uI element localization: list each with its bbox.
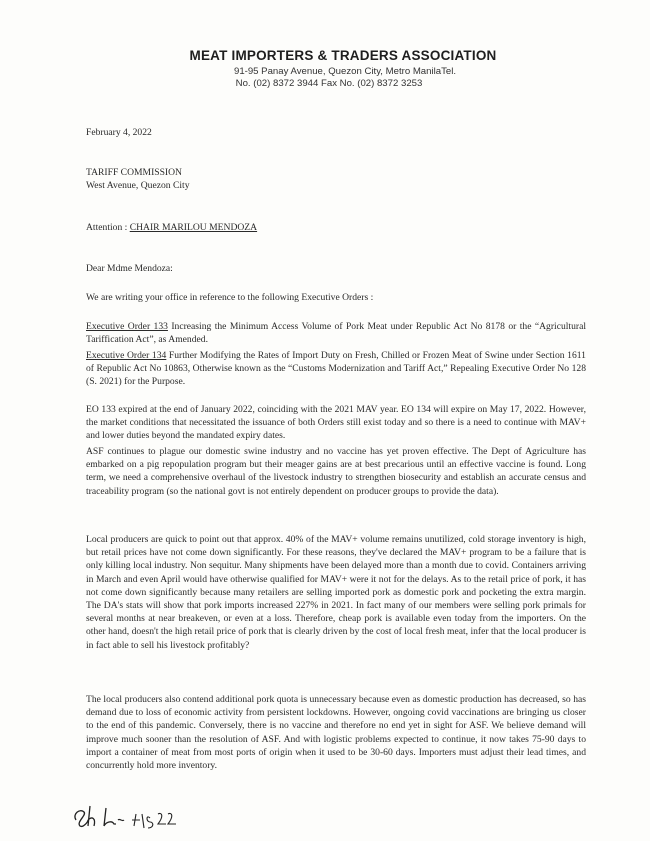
- body-paragraph: ASF continues to plague our domestic swine industry and no vaccine has yet proven effective. The Dept of Agriculture has embarked on a pig repopulation program but their meager gains are at best precarious until an effective vaccine is found. Long term, we need a comprehensive overhaul of the livestock industry to strengthen biosecurity and establish an accurate census and traceability program (so the national govt is not entirely dependent on producer groups to provide the data).: [86, 446, 586, 497]
- order-description: Increasing the Minimum Access Volume of Pork Meat under Republic Act No 8178 or the “Agricultural Tariffication Act”, as Amended.: [86, 321, 587, 346]
- order-reference: Executive Order 133: [86, 321, 168, 332]
- recipient-block: [86, 166, 586, 192]
- organization-address: 91-95 Panay Avenue, Quezon City, Metro ManilaTel.: [233, 66, 457, 77]
- order-description: Further Modifying the Rates of Import Duty on Fresh, Chilled or Frozen Meat of Swine under Section 1611 of Republic Act No 10863, Otherwise known as the “Customs Modernization and Tariff Act,” Repealing Executive Order No 128 (S. 2021) for the Purpose.: [86, 350, 586, 388]
- attention-line: [86, 221, 586, 234]
- salutation: Dear Mdme Mendoza:: [86, 263, 173, 274]
- handwritten-signature: [70, 800, 190, 832]
- body-paragraph: Local producers are quick to point out that approx. 40% of the MAV+ volume remains unutilized, cold storage inventory is high, but retail prices have not come down significantly. For these reasons, they've declared the MAV+ program to be a failure that is only killing local industry. Non sequitur. Many shipments have been delayed more than a month due to covid. Containers arriving in March and even April would have otherwise qualified for MAV+ were it not for the delays. As to the retail price of pork, it has not come down significantly because many retailers are selling imported pork as domestic pork and pocketing the extra margin. The DA's stats will show that pork imports increased 227% in 2021. In fact many of our members were selling pork primals for several months at near breakeven, or even at a loss. Therefore, cheap pork is available even today from the importers. On the other hand, doesn't the high retail price of pork that is clearly driven by the cost of local fresh meat, infer that the local producer is in fact able to sell his livestock profitably?: [86, 534, 586, 651]
- recipient-address: West Avenue, Quezon City: [86, 180, 190, 192]
- organization-name: MEAT IMPORTERS & TRADERS ASSOCIATION: [189, 48, 497, 63]
- recipient-name: TARIFF COMMISSION: [86, 167, 182, 178]
- letterhead: [0, 48, 650, 90]
- executive-order-133: [86, 320, 586, 346]
- attention-label: Attention :: [86, 222, 130, 233]
- letter-date: February 4, 2022: [86, 127, 152, 138]
- body-paragraph: The local producers also contend additional pork quota is unnecessary because even as domestic production has decreased, so has demand due to loss of economic activity from persistent lockdowns. However, ongoing covid vaccinations are bringing us closer to the end of this pandemic. Conversely, there is no vaccine and therefore no end yet in sight for ASF. We believe demand will improve much sooner than the resolution of ASF. And with logistic problems expected to continue, it now takes 75-90 days to import a container of meat from most ports of origin when it used to be 30-60 days. Importers must adjust their lead times, and concurrently hold more inventory.: [86, 694, 586, 772]
- order-reference: Executive Order 134: [86, 350, 167, 361]
- attention-name: CHAIR MARILOU MENDOZA: [129, 222, 258, 233]
- intro-paragraph: We are writing your office in reference to the following Executive Orders :: [86, 292, 374, 303]
- executive-order-134: [86, 349, 586, 389]
- body-paragraph: EO 133 expired at the end of January 2022, coinciding with the 2021 MAV year. EO 134 will expire on May 17, 2022. However, the market conditions that necessitated the issuance of both Orders still exist today and so there is a need to continue with MAV+ and lower duties beyond the mandated expiry dates.: [86, 404, 586, 442]
- organization-phones: No. (02) 8372 3944 Fax No. (02) 8372 3253: [235, 78, 423, 89]
